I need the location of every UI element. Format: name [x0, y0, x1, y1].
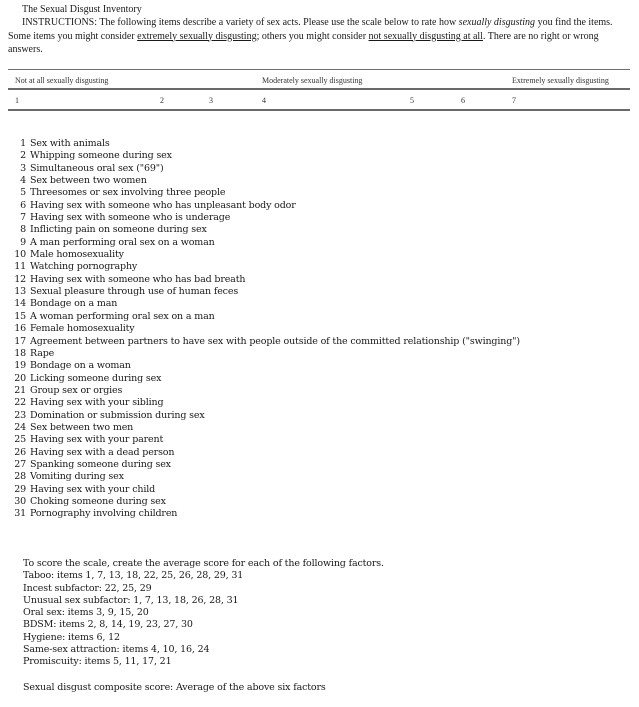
scoring-factor: BDSM: items 2, 8, 14, 19, 23, 27, 30	[23, 619, 193, 631]
item-text: Choking someone during sex	[30, 495, 166, 507]
item-number: 22	[14, 397, 26, 409]
item-number: 11	[14, 261, 26, 273]
item-text: Bondage on a woman	[30, 360, 131, 372]
scoring-factor: Hygiene: items 6, 12	[23, 631, 120, 643]
item-text: A woman performing oral sex on a man	[30, 310, 215, 322]
item-number: 8	[20, 224, 26, 236]
item-number: 15	[14, 310, 26, 322]
list-item	[8, 348, 520, 360]
item-number: 5	[20, 187, 26, 199]
scale-point-4: 4	[262, 96, 266, 105]
item-list	[8, 138, 520, 521]
item-number: 4	[20, 175, 26, 187]
scoring-factor: Promiscuity: items 5, 11, 17, 21	[23, 656, 172, 668]
list-item	[8, 373, 520, 385]
scale-point-2: 2	[160, 96, 164, 105]
list-item	[8, 484, 520, 496]
list-item	[8, 496, 520, 508]
item-number: 25	[14, 434, 26, 446]
item-text: Whipping someone during sex	[30, 150, 172, 162]
list-item	[8, 397, 520, 409]
scoring-factor: Incest subfactor: 22, 25, 29	[23, 582, 152, 594]
instructions-paragraph: INSTRUCTIONS: The following items describe a variety of sex acts. Please use the scale below to rate how sexually disgusting you find the items. Some items you might consider extremely sexually disgusting; others you might consider not sexually disgusting at all. There are no right or wrong answers.	[8, 17, 613, 55]
item-text: Sex with animals	[30, 138, 110, 149]
item-text: Domination or submission during sex	[30, 409, 205, 421]
scoring-factor: Oral sex: items 3, 9, 15, 20	[23, 607, 149, 619]
item-number: 28	[14, 471, 26, 483]
item-number: 6	[20, 199, 26, 211]
item-text: Agreement between partners to have sex with people outside of the committed relationship ("swinging")	[30, 335, 520, 347]
item-text: Rape	[30, 347, 55, 359]
list-item	[8, 237, 520, 249]
item-number: 10	[14, 249, 26, 261]
item-number: 30	[14, 495, 26, 507]
list-item	[8, 311, 520, 323]
list-item	[8, 459, 520, 471]
scale-point-6: 6	[461, 96, 465, 105]
item-text: Sex between two women	[30, 175, 147, 187]
list-item	[8, 447, 520, 459]
list-item	[8, 212, 520, 224]
list-item	[8, 261, 520, 273]
item-text: Sex between two men	[30, 421, 134, 433]
item-number: 23	[14, 409, 26, 421]
item-text: Simultaneous oral sex ("69")	[30, 162, 164, 174]
item-text: Bondage on a man	[30, 298, 118, 310]
item-text: Vomiting during sex	[30, 471, 124, 483]
list-item	[8, 286, 520, 298]
item-number: 14	[14, 298, 26, 310]
list-item	[8, 138, 520, 150]
underlined-extreme: extremely sexually disgusting	[137, 30, 257, 42]
list-item	[8, 471, 520, 483]
item-number: 19	[14, 360, 26, 372]
composite-score-note: Sexual disgust composite score: Average of the above six factors	[23, 682, 326, 693]
list-item	[8, 360, 520, 372]
item-number: 21	[14, 384, 26, 396]
scale-anchor-high: Extremely sexually disgusting	[512, 76, 609, 85]
scale-point-3: 3	[209, 96, 213, 105]
item-text: Having sex with someone who has bad breath	[30, 273, 246, 285]
document-title: The Sexual Disgust Inventory	[22, 4, 142, 15]
item-text: Female homosexuality	[30, 323, 135, 335]
item-number: 17	[14, 335, 26, 347]
item-number: 24	[14, 421, 26, 433]
item-number: 1	[20, 138, 26, 149]
item-number: 31	[14, 508, 26, 520]
item-number: 29	[14, 483, 26, 495]
list-item	[8, 385, 520, 397]
item-text: Male homosexuality	[30, 249, 124, 261]
item-text: Having sex with someone who has unpleasant body odor	[30, 199, 296, 211]
item-number: 7	[20, 212, 26, 224]
item-text: Having sex with your sibling	[30, 397, 164, 409]
list-item	[8, 508, 520, 520]
scoring-factor: Unusual sex subfactor: 1, 7, 13, 18, 26, 28, 31	[23, 594, 239, 606]
list-item	[8, 249, 520, 261]
list-item	[8, 298, 520, 310]
item-number: 16	[14, 323, 26, 335]
list-item	[8, 410, 520, 422]
item-text: Watching pornography	[30, 261, 138, 273]
list-item	[8, 336, 520, 348]
item-number: 26	[14, 446, 26, 458]
list-item	[8, 200, 520, 212]
list-item	[8, 163, 520, 175]
list-item	[8, 323, 520, 335]
scoring-factor: Same-sex attraction: items 4, 10, 16, 24	[23, 644, 210, 656]
scale-point-7: 7	[512, 96, 516, 105]
item-text: Sexual pleasure through use of human feces	[30, 286, 239, 298]
item-text: Threesomes or sex involving three people	[30, 187, 226, 199]
item-text: Having sex with a dead person	[30, 446, 175, 458]
item-text: A man performing oral sex on a woman	[30, 236, 215, 248]
scale-anchor-mid: Moderately sexually disgusting	[262, 76, 363, 85]
item-text: Having sex with someone who is underage	[30, 212, 231, 224]
list-item	[8, 175, 520, 187]
underlined-not-at-all: not sexually disgusting at all	[368, 30, 483, 42]
scale-top-rule	[8, 69, 630, 70]
list-item	[8, 187, 520, 199]
list-item	[8, 434, 520, 446]
scale-point-5: 5	[410, 96, 414, 105]
scale-bottom-rule	[8, 109, 630, 111]
list-item	[8, 422, 520, 434]
item-number: 18	[14, 347, 26, 359]
item-number: 2	[20, 150, 26, 162]
item-text: Licking someone during sex	[30, 372, 162, 384]
item-text: Spanking someone during sex	[30, 458, 171, 470]
item-number: 13	[14, 286, 26, 298]
item-number: 12	[14, 273, 26, 285]
scale-middle-rule	[8, 88, 630, 90]
item-text: Inflicting pain on someone during sex	[30, 224, 207, 236]
scale-anchor-low: Not at all sexually disgusting	[15, 76, 109, 85]
item-number: 20	[14, 372, 26, 384]
item-number: 9	[20, 236, 26, 248]
list-item	[8, 150, 520, 162]
item-text: Group sex or orgies	[30, 384, 123, 396]
emphasis-text: sexually disgusting	[458, 17, 536, 28]
factor-list	[23, 570, 384, 668]
scoring-factor: Taboo: items 1, 7, 13, 18, 22, 25, 26, 28, 29, 31	[23, 570, 244, 582]
instructions-lead: INSTRUCTIONS:	[22, 17, 98, 28]
item-text: Having sex with your parent	[30, 434, 164, 446]
scale-point-1: 1	[15, 96, 19, 105]
scoring-section	[23, 558, 384, 669]
scoring-intro: To score the scale, create the average score for each of the following factors.	[23, 558, 384, 569]
item-text: Having sex with your child	[30, 483, 156, 495]
item-number: 27	[14, 458, 26, 470]
item-text: Pornography involving children	[30, 508, 178, 520]
list-item	[8, 274, 520, 286]
list-item	[8, 224, 520, 236]
item-number: 3	[20, 162, 26, 174]
